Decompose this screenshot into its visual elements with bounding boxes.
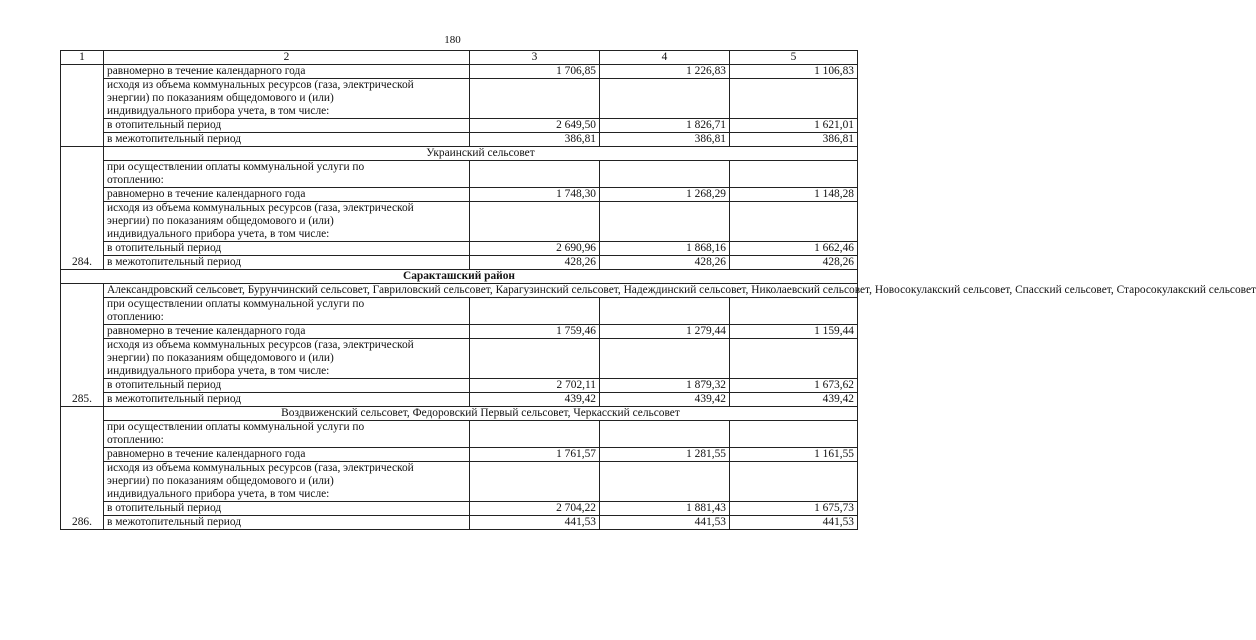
row-label-line: исходя из объема коммунальных ресурсов (газа, электрической — [107, 79, 414, 91]
value-cell — [470, 202, 600, 242]
row-label — [104, 161, 470, 188]
table-row — [61, 421, 858, 448]
value-cell: 386,81 — [600, 133, 730, 147]
row-label: в межотопительный период — [104, 256, 470, 270]
column-header: 4 — [600, 51, 730, 65]
value-cell — [600, 462, 730, 502]
value-cell — [470, 79, 600, 119]
value-cell: 1 748,30 — [470, 188, 600, 202]
row-label — [104, 298, 470, 325]
page-number: 180 — [444, 34, 461, 46]
section-number — [61, 65, 104, 147]
table-row — [61, 202, 858, 242]
row-label: в отопительный период — [104, 242, 470, 256]
section-number: 286. — [61, 407, 104, 530]
section-title: Александровский сельсовет, Бурунчинский сельсовет, Гавриловский сельсовет, Карагузинский сельсовет, Надеждинский сельсовет, Николаевский сельсовет, Новосокулакский сельсовет, Спасский сельсовет, Старосокулакский сельсовет — [104, 284, 858, 298]
value-cell: 1 881,43 — [600, 502, 730, 516]
value-cell — [730, 298, 858, 325]
value-cell — [470, 462, 600, 502]
table-row — [61, 379, 858, 393]
row-label — [104, 339, 470, 379]
table-row — [61, 502, 858, 516]
row-label: равномерно в течение календарного года — [104, 325, 470, 339]
row-label-line: отоплению: — [107, 311, 164, 323]
value-cell: 1 279,44 — [600, 325, 730, 339]
value-cell: 441,53 — [600, 516, 730, 530]
value-cell: 2 649,50 — [470, 119, 600, 133]
row-label: в отопительный период — [104, 379, 470, 393]
section-number: 285. — [61, 284, 104, 407]
value-cell: 428,26 — [600, 256, 730, 270]
value-cell: 386,81 — [730, 133, 858, 147]
value-cell: 1 761,57 — [470, 448, 600, 462]
value-cell: 386,81 — [470, 133, 600, 147]
row-label — [104, 202, 470, 242]
value-cell: 1 868,16 — [600, 242, 730, 256]
table-row — [61, 393, 858, 407]
table-row — [61, 161, 858, 188]
value-cell: 428,26 — [470, 256, 600, 270]
column-header: 1 — [61, 51, 104, 65]
value-cell — [600, 339, 730, 379]
section-title-row — [61, 407, 858, 421]
value-cell: 1 226,83 — [600, 65, 730, 79]
column-header: 2 — [104, 51, 470, 65]
row-label-line: индивидуального прибора учета, в том числе: — [107, 228, 330, 240]
row-label: в межотопительный период — [104, 516, 470, 530]
value-cell — [600, 421, 730, 448]
value-cell — [470, 298, 600, 325]
section-title-row — [61, 284, 858, 298]
row-label-line: отоплению: — [107, 434, 164, 446]
row-label-line: исходя из объема коммунальных ресурсов (газа, электрической — [107, 462, 414, 474]
value-cell: 1 106,83 — [730, 65, 858, 79]
value-cell: 1 161,55 — [730, 448, 858, 462]
row-label: в межотопительный период — [104, 133, 470, 147]
value-cell: 1 148,28 — [730, 188, 858, 202]
value-cell — [600, 298, 730, 325]
row-label-line: индивидуального прибора учета, в том числе: — [107, 488, 330, 500]
value-cell — [470, 161, 600, 188]
value-cell — [600, 79, 730, 119]
value-cell: 1 268,29 — [600, 188, 730, 202]
value-cell — [730, 79, 858, 119]
table-row — [61, 79, 858, 119]
value-cell — [730, 161, 858, 188]
table-row — [61, 65, 858, 79]
row-label-line: при осуществлении оплаты коммунальной услуги по — [107, 298, 365, 310]
row-label — [104, 462, 470, 502]
table-row — [61, 242, 858, 256]
row-label — [104, 421, 470, 448]
table-row — [61, 516, 858, 530]
column-header: 5 — [730, 51, 858, 65]
value-cell: 2 690,96 — [470, 242, 600, 256]
value-cell — [600, 161, 730, 188]
row-label-line: исходя из объема коммунальных ресурсов (газа, электрической — [107, 339, 414, 351]
value-cell — [730, 462, 858, 502]
value-cell: 441,53 — [730, 516, 858, 530]
row-label: равномерно в течение календарного года — [104, 188, 470, 202]
row-label-line: энергии) по показаниям общедомового и (или) — [107, 92, 334, 104]
table-row — [61, 298, 858, 325]
value-cell: 1 675,73 — [730, 502, 858, 516]
section-title-row — [61, 147, 858, 161]
row-label-line: исходя из объема коммунальных ресурсов (газа, электрической — [107, 202, 414, 214]
row-label-line: энергии) по показаниям общедомового и (или) — [107, 475, 334, 487]
row-label-line: при осуществлении оплаты коммунальной услуги по — [107, 161, 365, 173]
row-label-line: индивидуального прибора учета, в том числе: — [107, 105, 330, 117]
table-row — [61, 325, 858, 339]
row-label-line: индивидуального прибора учета, в том числе: — [107, 365, 330, 377]
district-row — [61, 270, 858, 284]
table-row — [61, 339, 858, 379]
row-label-line: энергии) по показаниям общедомового и (или) — [107, 352, 334, 364]
section-number: 284. — [61, 147, 104, 270]
row-label-line: отоплению: — [107, 174, 164, 186]
value-cell: 2 704,22 — [470, 502, 600, 516]
value-cell: 1 759,46 — [470, 325, 600, 339]
value-cell: 1 662,46 — [730, 242, 858, 256]
value-cell: 1 879,32 — [600, 379, 730, 393]
value-cell: 1 281,55 — [600, 448, 730, 462]
value-cell: 1 159,44 — [730, 325, 858, 339]
section-title: Воздвиженский сельсовет, Федоровский Первый сельсовет, Черкасский сельсовет — [104, 407, 858, 421]
value-cell: 1 706,85 — [470, 65, 600, 79]
value-cell: 1 826,71 — [600, 119, 730, 133]
row-label: в отопительный период — [104, 119, 470, 133]
value-cell — [730, 202, 858, 242]
table-row — [61, 188, 858, 202]
row-label-line: при осуществлении оплаты коммунальной услуги по — [107, 421, 365, 433]
table-row — [61, 119, 858, 133]
table-row — [61, 462, 858, 502]
tariff-table — [60, 50, 1256, 530]
value-cell: 439,42 — [470, 393, 600, 407]
row-label: в отопительный период — [104, 502, 470, 516]
value-cell: 2 702,11 — [470, 379, 600, 393]
column-header-row — [61, 51, 858, 65]
value-cell — [730, 339, 858, 379]
row-label: равномерно в течение календарного года — [104, 448, 470, 462]
table-row — [61, 448, 858, 462]
value-cell — [600, 202, 730, 242]
row-label — [104, 79, 470, 119]
table-row — [61, 256, 858, 270]
value-cell — [470, 421, 600, 448]
value-cell: 441,53 — [470, 516, 600, 530]
value-cell — [470, 339, 600, 379]
value-cell: 439,42 — [730, 393, 858, 407]
column-header: 3 — [470, 51, 600, 65]
value-cell — [730, 421, 858, 448]
district-title: Саракташский район — [61, 270, 858, 284]
row-label: равномерно в течение календарного года — [104, 65, 470, 79]
row-label-line: энергии) по показаниям общедомового и (или) — [107, 215, 334, 227]
value-cell: 1 673,62 — [730, 379, 858, 393]
table-row — [61, 133, 858, 147]
value-cell: 439,42 — [600, 393, 730, 407]
value-cell: 428,26 — [730, 256, 858, 270]
row-label: в межотопительный период — [104, 393, 470, 407]
section-title: Украинский сельсовет — [104, 147, 858, 161]
value-cell: 1 621,01 — [730, 119, 858, 133]
